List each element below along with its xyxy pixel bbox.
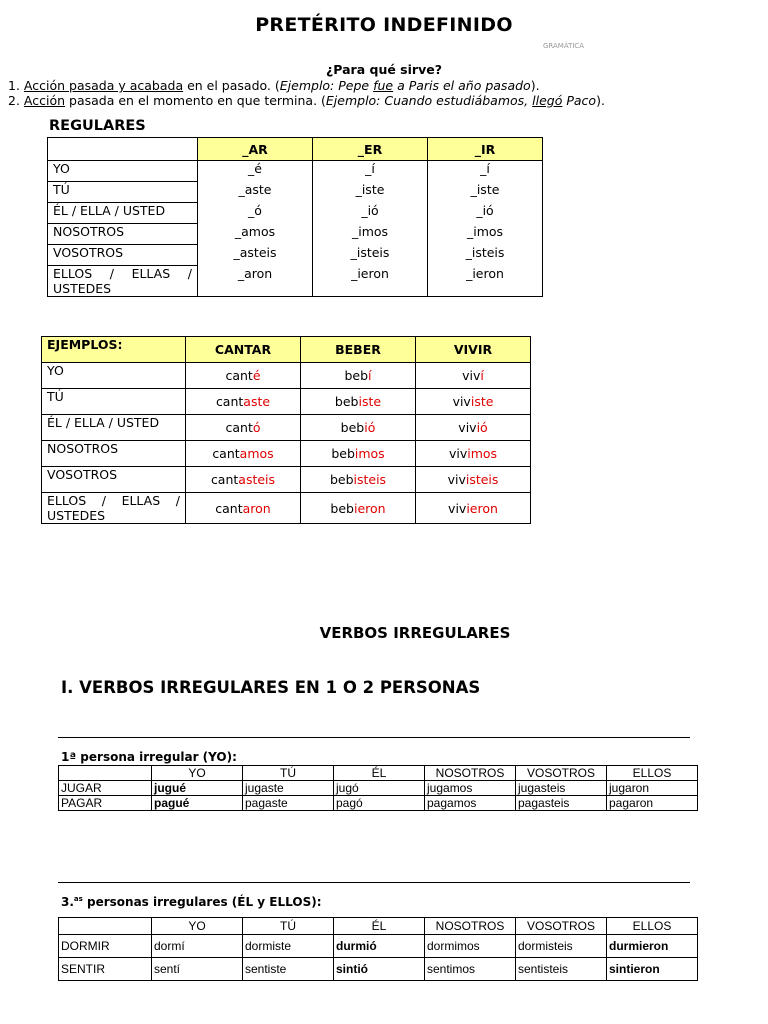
ending-cell: _ieron [428, 266, 543, 297]
blank-header-cell [59, 918, 152, 935]
ending-cell: _ió [428, 203, 543, 224]
ending-cell: _aste [198, 182, 313, 203]
ending-cell: _ó [198, 203, 313, 224]
ending-cell: _é [198, 161, 313, 182]
table-row [48, 203, 543, 224]
conjugation-cell: bebiste [301, 389, 416, 415]
form-cell: pagué [152, 796, 243, 811]
page-title: PRETÉRITO INDEFINIDO [255, 14, 513, 36]
table-row [59, 958, 698, 981]
verb-label: SENTIR [59, 958, 152, 981]
table-row [42, 493, 531, 524]
form-cell: sintieron [607, 958, 698, 981]
person-label: VOSOTROS [48, 245, 198, 266]
irregular-third-person-heading: 3.$^{as}$ personas irregulares (ÉL y ELLOS): [61, 895, 322, 909]
header-cell: TÚ [243, 766, 334, 781]
verb-label: PAGAR [59, 796, 152, 811]
form-cell: jugaron [607, 781, 698, 796]
header-cell: ÉL [334, 766, 425, 781]
form-cell: sintió [334, 958, 425, 981]
conjugation-cell: canté [186, 363, 301, 389]
person-label: NOSOTROS [48, 224, 198, 245]
ending-cell: _isteis [313, 245, 428, 266]
verb-label: JUGAR [59, 781, 152, 796]
conjugation-cell: bebieron [301, 493, 416, 524]
header-beber: BEBER [301, 337, 416, 363]
conjugation-cell: bebimos [301, 441, 416, 467]
header-vivir: VIVIR [416, 337, 531, 363]
person-label: NOSOTROS [42, 441, 186, 467]
form-cell: dormimos [425, 935, 516, 958]
section-heading: I. VERBOS IRREGULARES EN 1 O 2 PERSONAS [61, 678, 481, 697]
table-row [42, 363, 531, 389]
table-row [48, 182, 543, 203]
ending-cell: _amos [198, 224, 313, 245]
header-cell: VOSOTROS [516, 766, 607, 781]
form-cell: durmieron [607, 935, 698, 958]
form-cell: sentisteis [516, 958, 607, 981]
header-cantar: CANTAR [186, 337, 301, 363]
table-row [48, 224, 543, 245]
ending-cell: _í [313, 161, 428, 182]
table-row [42, 389, 531, 415]
ending-cell: _ió [313, 203, 428, 224]
ending-cell: _iste [428, 182, 543, 203]
table-row [59, 781, 698, 796]
conjugation-cell: vivieron [416, 493, 531, 524]
header-cell: ÉL [334, 918, 425, 935]
conjugation-cell: bebió [301, 415, 416, 441]
conjugation-cell: cantó [186, 415, 301, 441]
header-ar: _AR [198, 138, 313, 161]
table-row [42, 441, 531, 467]
table-row [48, 245, 543, 266]
form-cell: pagasteis [516, 796, 607, 811]
header-cell: VOSOTROS [516, 918, 607, 935]
table-row [59, 935, 698, 958]
use-line-1: 1. Acción pasada y acabada en el pasado. (Ejemplo: Pepe fue a Paris el año pasado). [8, 78, 540, 93]
person-label: YO [42, 363, 186, 389]
form-cell: sentí [152, 958, 243, 981]
person-label: ÉL / ELLA / USTED [42, 415, 186, 441]
header-cell: NOSOTROS [425, 766, 516, 781]
table-row [42, 467, 531, 493]
conjugation-cell: viviste [416, 389, 531, 415]
use-line-2: 2. Acción pasada en el momento en que termina. (Ejemplo: Cuando estudiábamos, llegó Paco). [8, 93, 605, 108]
regulares-heading: REGULARES [49, 118, 146, 134]
person-label: ELLOS / ELLAS / USTEDES [42, 493, 186, 524]
ending-cell: _ieron [313, 266, 428, 297]
form-cell: jugó [334, 781, 425, 796]
ending-cell: _asteis [198, 245, 313, 266]
category-tag: GRAMÁTICA [543, 42, 585, 50]
form-cell: jugaste [243, 781, 334, 796]
verb-label: DORMIR [59, 935, 152, 958]
ending-cell: _í [428, 161, 543, 182]
regular-endings-table [47, 137, 543, 297]
use-term: Acción pasada y acabada [23, 78, 184, 93]
table-header-row [48, 138, 543, 161]
conjugation-cell: cantasteis [186, 467, 301, 493]
header-er: _ER [313, 138, 428, 161]
question-heading: ¿Para qué sirve? [326, 62, 442, 77]
form-cell: pagamos [425, 796, 516, 811]
header-cell: YO [152, 766, 243, 781]
table-header-row [59, 918, 698, 935]
form-cell: jugasteis [516, 781, 607, 796]
form-cell: sentimos [425, 958, 516, 981]
conjugation-cell: vivimos [416, 441, 531, 467]
person-label: YO [48, 161, 198, 182]
header-cell: ELLOS [607, 918, 698, 935]
irregulares-heading: VERBOS IRREGULARES [319, 624, 511, 642]
header-cell: ELLOS [607, 766, 698, 781]
irregular-first-person-table [58, 765, 698, 811]
header-cell: TÚ [243, 918, 334, 935]
table-header-row [42, 337, 531, 363]
form-cell: dormisteis [516, 935, 607, 958]
irregular-third-person-table [58, 917, 698, 981]
ending-cell: _imos [428, 224, 543, 245]
form-cell: pagó [334, 796, 425, 811]
use-term: Acción [23, 93, 66, 108]
header-ir: _IR [428, 138, 543, 161]
ending-cell: _isteis [428, 245, 543, 266]
table-header-row [59, 766, 698, 781]
divider [58, 882, 690, 883]
ending-cell: _aron [198, 266, 313, 297]
person-label: ÉL / ELLA / USTED [48, 203, 198, 224]
table-row [42, 415, 531, 441]
examples-table [41, 336, 531, 524]
conjugation-cell: cantaron [186, 493, 301, 524]
divider [58, 737, 690, 738]
form-cell: jugué [152, 781, 243, 796]
conjugation-cell: vivisteis [416, 467, 531, 493]
form-cell: sentiste [243, 958, 334, 981]
person-label: ELLOS / ELLAS / USTEDES [48, 266, 198, 297]
irregular-first-person-heading: 1ª persona irregular (YO): [61, 750, 237, 764]
form-cell: dormiste [243, 935, 334, 958]
form-cell: dormí [152, 935, 243, 958]
header-ejemplos: EJEMPLOS: [42, 337, 186, 363]
blank-header-cell [48, 138, 198, 161]
conjugation-cell: vivió [416, 415, 531, 441]
person-label: TÚ [42, 389, 186, 415]
form-cell: jugamos [425, 781, 516, 796]
conjugation-cell: bebisteis [301, 467, 416, 493]
table-row [59, 796, 698, 811]
conjugation-cell: viví [416, 363, 531, 389]
ending-cell: _imos [313, 224, 428, 245]
form-cell: pagaste [243, 796, 334, 811]
conjugation-cell: cantamos [186, 441, 301, 467]
table-row [48, 161, 543, 182]
ending-cell: _iste [313, 182, 428, 203]
form-cell: durmió [334, 935, 425, 958]
conjugation-cell: bebí [301, 363, 416, 389]
blank-header-cell [59, 766, 152, 781]
person-label: TÚ [48, 182, 198, 203]
header-cell: NOSOTROS [425, 918, 516, 935]
header-cell: YO [152, 918, 243, 935]
table-row [48, 266, 543, 297]
conjugation-cell: cantaste [186, 389, 301, 415]
form-cell: pagaron [607, 796, 698, 811]
person-label: VOSOTROS [42, 467, 186, 493]
